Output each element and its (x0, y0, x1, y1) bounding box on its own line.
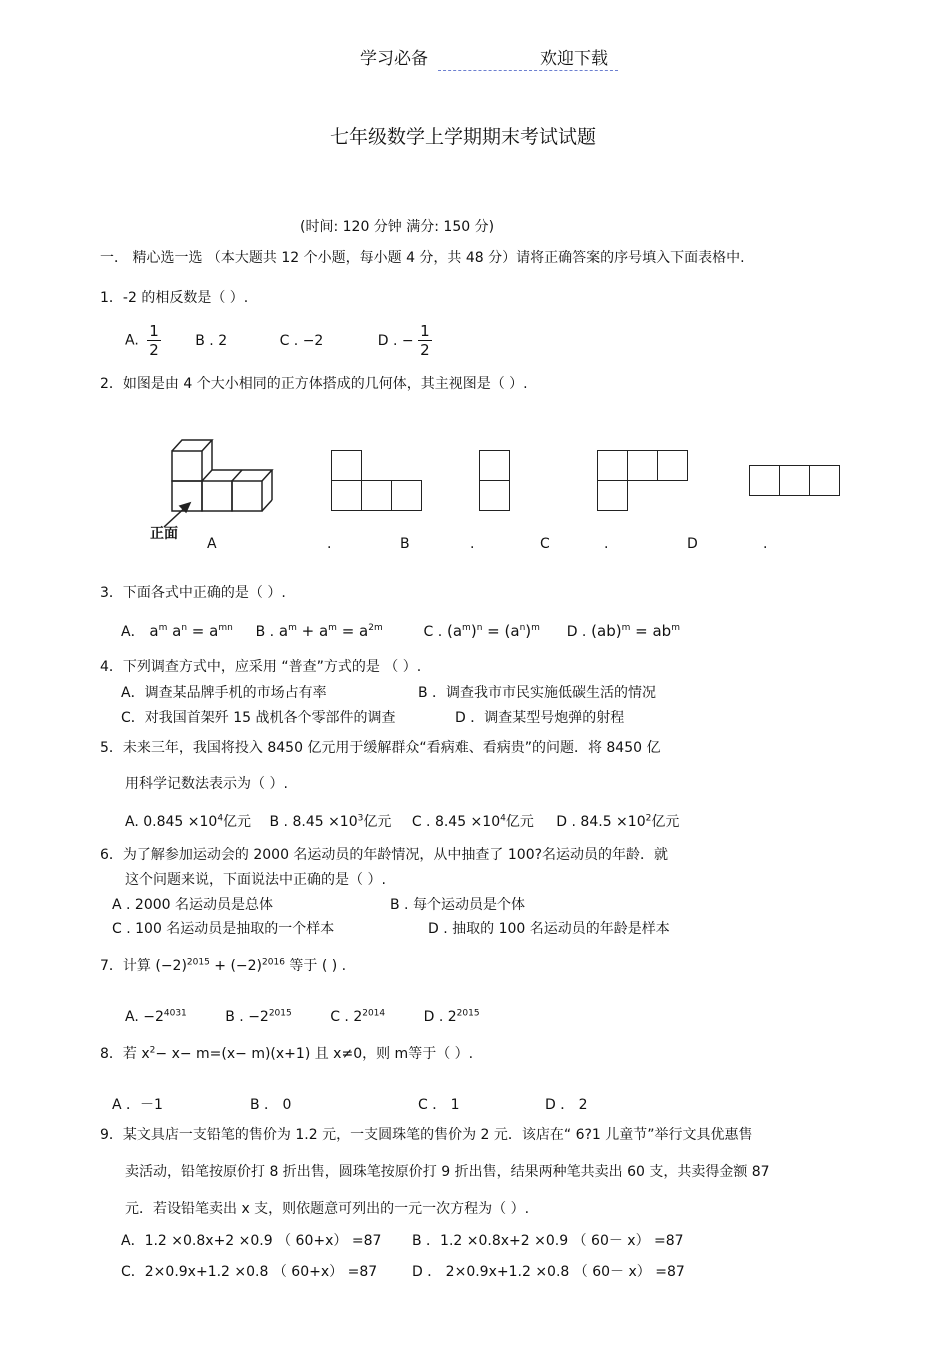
question-5: 5．未来三年，我国将投入 8450 亿元用于缓解群众“看病难、看病贵”的问题．将 8450 亿 (100, 740, 661, 756)
exam-info: (时间: 120 分钟 满分: 150 分) (300, 219, 495, 235)
q3-option-d: $(ab)^m = ab^m$ (591, 622, 680, 640)
question-5-line2: 用科学记数法表示为（ ）. (125, 776, 288, 792)
q9-option-d: D ． 2×0.9x+1.2 ×0.8 （ 60－ x） =87 (412, 1264, 685, 1280)
q5-option-c: C . $8.45 \times 10^4$亿元 (411, 813, 534, 830)
q5-options (125, 815, 679, 829)
front-label: 正面 (150, 526, 178, 542)
q3-option-b: $a^m + a^m = a^{2m}$ (278, 622, 383, 640)
q6-option-b: B . 每个运动员是个体 (390, 897, 525, 913)
question-2: 2．如图是由 4 个大小相同的正方体搭成的几何体，其主视图是（ ）. (100, 376, 528, 392)
header-underline (438, 70, 618, 71)
q1-d-fraction: $\frac{1}{2}$ (420, 322, 430, 359)
q4-option-b: B ．调查我市市民实施低碳生活的情况 (418, 685, 657, 701)
q7-option-c: C . $2^{2014}$ (330, 1008, 386, 1025)
q7-option-b: B . $-2^{2015}$ (225, 1008, 292, 1025)
q1-option-b: B . 2 (195, 332, 228, 349)
q3-option-c: $(a^m)^n = (a^n)^m$ (447, 622, 540, 640)
q1-option-c: C . −2 (279, 332, 324, 349)
q7-option-a: A. $-2^{4031}$ (125, 1008, 187, 1025)
question-3: 3．下面各式中正确的是（ ）. (100, 585, 286, 601)
q4-option-d: D ．调查某型号炮弹的射程 (455, 710, 625, 726)
q8-option-c: C ． 1 (418, 1097, 460, 1113)
q1-a-fraction: $\frac{1}{2}$ (149, 322, 159, 359)
header-right: 欢迎下载 (540, 49, 608, 69)
question-6: 6．为了解参加运动会的 2000 名运动员的年龄情况，从中抽查了 100?名运动员的年龄．就 (100, 847, 669, 863)
q7-options (125, 1010, 480, 1024)
q2-label-c: C (540, 536, 550, 552)
question-9: 9．某文具店一支铅笔的售价为 1.2 元，一支圆珠笔的售价为 2 元．该店在“ 6?1 儿童节”举行文具优惠售 (100, 1127, 753, 1143)
question-1: 1．-2 的相反数是（ ）. (100, 290, 249, 306)
q3-options: A． $a^m$ $a^n = a^{mn}$ B . $a^m + a^m = a^{2m}$ C . $(a^m)^n = (a^n)^m$ D . $(ab)^m = ab^m$ (121, 622, 680, 640)
q4-option-a: A．调查某品牌手机的市场占有率 (121, 685, 327, 701)
q2-dot-d: . (763, 536, 768, 552)
q6-option-c: C . 100 名运动员是抽取的一个样本 (112, 921, 335, 937)
q2-label-d: D (687, 536, 698, 552)
header-left: 学习必备 (360, 49, 428, 69)
q2-dot-b: . (470, 536, 475, 552)
question-9-line2: 卖活动，铅笔按原价打 8 折出售，圆珠笔按原价打 9 折出售，结果两种笔共卖出 60 支，共卖得金额 87 (125, 1164, 770, 1180)
question-8: 8．若 $x^2- x- m=(x- m)(x+1)$ 且 x≠0，则 m等于（ ）. (100, 1045, 474, 1062)
question-9-line3: 元．若设铅笔卖出 x 支，则依题意可列出的一元一次方程为（ ）. (125, 1201, 530, 1217)
q6-option-d: D . 抽取的 100 名运动员的年龄是样本 (428, 921, 670, 937)
q7-option-d: D . $2^{2015}$ (423, 1008, 480, 1025)
q2-label-b: B (400, 536, 410, 552)
q8-option-a: A ．－1 (112, 1097, 163, 1113)
q1-option-d: D . − (377, 332, 414, 349)
q1-option-a: A. (125, 332, 139, 349)
q9-option-a: A．1.2 ×0.8x+2 ×0.9 （ 60+x） =87 (121, 1233, 382, 1249)
q9-option-c: C．2×0.9x+1.2 ×0.8 （ 60+x） =87 (121, 1264, 378, 1280)
question-7: 7．计算 $(-2)^{2015} + (-2)^{2016}$ 等于 ( ) . (100, 957, 347, 974)
q4-option-c: C．对我国首架歼 15 战机各个零部件的调查 (121, 710, 396, 726)
question-4: 4．下列调查方式中，应采用 “普查”方式的是 （ ）. (100, 659, 422, 675)
q3-option-a: $a^m$ $a^n = a^{mn}$ (149, 622, 233, 640)
q8-option-d: D ． 2 (545, 1097, 588, 1113)
section-heading: 一． 精心选一选 （本大题共 12 个小题，每小题 4 分，共 48 分）请将正确答案的序号填入下面表格中. (100, 250, 745, 266)
q2-dot-c: . (604, 536, 609, 552)
q5-option-b: B . $8.45 \times 10^3$亿元 (269, 813, 392, 830)
q6-option-a: A . 2000 名运动员是总体 (112, 897, 274, 913)
q2-dot-a: . (327, 536, 332, 552)
q9-option-b: B ．1.2 ×0.8x+2 ×0.9 （ 60－ x） =87 (412, 1233, 684, 1249)
q5-option-a: A. $0.845 \times 10^4$亿元 (125, 813, 252, 830)
q2-label-a: A (207, 536, 217, 552)
q1-options (125, 322, 436, 359)
q8-option-b: B ． 0 (250, 1097, 292, 1113)
question-6-line2: 这个问题来说，下面说法中正确的是（ ）. (125, 872, 386, 888)
q5-option-d: D . $84.5 \times 10^2$亿元 (556, 813, 680, 830)
page-title: 七年级数学上学期期末考试试题 (330, 126, 597, 148)
